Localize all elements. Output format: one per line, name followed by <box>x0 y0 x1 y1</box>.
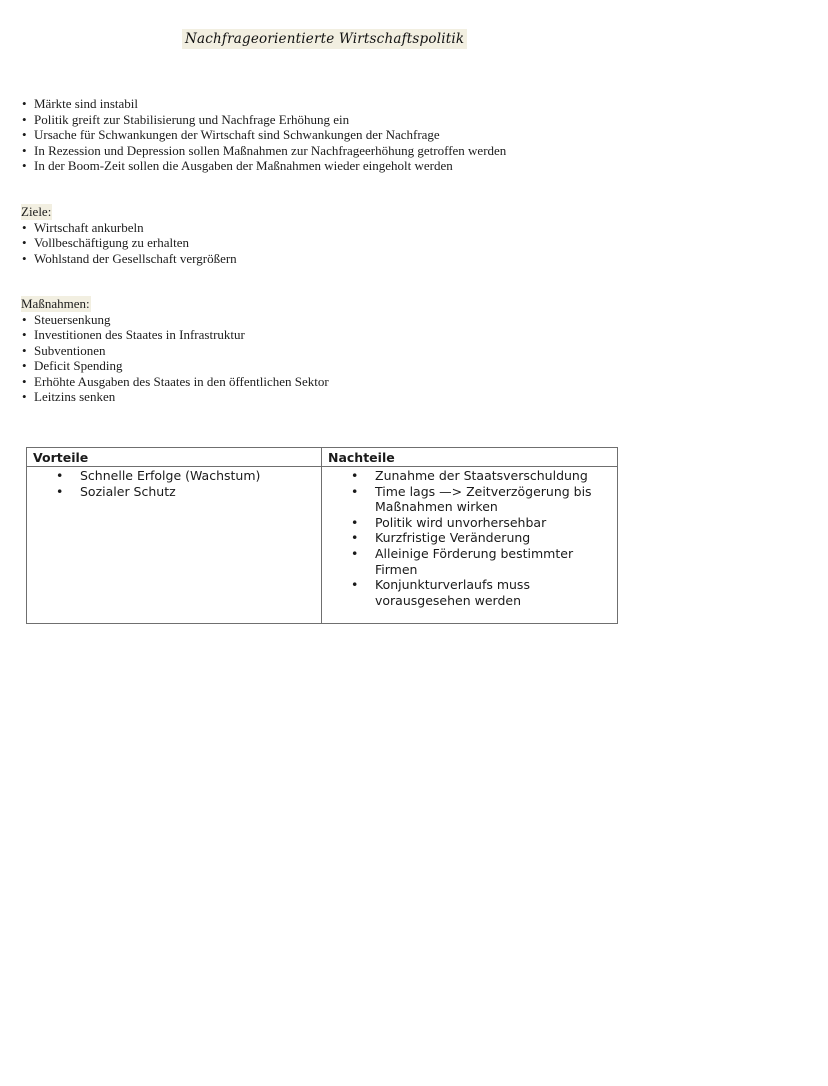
bullet-icon: • <box>22 327 27 342</box>
list-item: • Politik greift zur Stabilisierung und Nachfrage Erhöhung ein <box>22 111 350 127</box>
list-item: • Vollbeschäftigung zu erhalten <box>22 235 189 250</box>
vorteile-cell <box>27 467 322 624</box>
table-row <box>27 467 618 624</box>
bullet-icon: • <box>22 250 27 266</box>
bullet-icon: • <box>22 142 27 158</box>
bullet-icon: • <box>22 111 27 127</box>
bullet-icon: • <box>351 514 359 530</box>
list-item: • Time lags —> Zeitverzögerung bis Maßnahmen wirken <box>351 483 592 515</box>
bullet-icon: • <box>56 483 64 499</box>
list-item: • Steuersenkung <box>22 311 111 327</box>
list-item: • Kurzfristige Veränderung <box>351 530 531 546</box>
pros-cons-table <box>26 447 618 624</box>
vorteile-list <box>27 468 321 499</box>
bullet-icon: • <box>351 577 359 593</box>
bullet-icon: • <box>22 235 27 250</box>
page-title: Nachfrageorientierte Wirtschaftspolitik <box>182 29 467 49</box>
list-item: • Leitzins senken <box>22 389 116 404</box>
bullet-icon: • <box>22 358 27 373</box>
list-item: • Schnelle Erfolge (Wachstum) <box>56 468 261 483</box>
nachteile-cell <box>322 467 618 624</box>
list-item: • Alleinige Förderung bestimmter Firmen <box>351 545 574 577</box>
list-item: • Sozialer Schutz <box>56 483 176 499</box>
list-item: • Subventionen <box>22 342 106 358</box>
bullet-icon: • <box>22 311 27 327</box>
list-item: • In Rezession und Depression sollen Maßnahmen zur Nachfrageerhöhung getroffen werden <box>22 142 507 158</box>
bullet-icon: • <box>22 342 27 358</box>
bullet-icon: • <box>351 545 359 561</box>
nachteile-list <box>322 468 617 608</box>
intro-section <box>21 96 506 174</box>
massnahmen-heading: Maßnahmen: <box>21 296 90 311</box>
list-item: • In der Boom-Zeit sollen die Ausgaben der Maßnahmen wieder eingeholt werden <box>22 158 453 173</box>
massnahmen-section <box>21 296 329 405</box>
list-item: • Konjunkturverlaufs muss vorausgesehen werden <box>351 577 530 608</box>
list-item: • Investitionen des Staates in Infrastruktur <box>22 327 245 342</box>
list-item: • Ursache für Schwankungen der Wirtschaft sind Schwankungen der Nachfrage <box>22 127 440 142</box>
list-item: • Zunahme der Staatsverschuldung <box>351 468 588 483</box>
ziele-section <box>21 204 237 266</box>
bullet-icon: • <box>351 468 359 483</box>
bullet-icon: • <box>56 468 64 483</box>
bullet-icon: • <box>22 158 27 173</box>
list-item: • Deficit Spending <box>22 358 123 373</box>
bullet-icon: • <box>22 373 27 389</box>
list-item: • Politik wird unvorhersehbar <box>351 514 547 530</box>
ziele-list <box>21 220 237 267</box>
table-header-row <box>27 448 618 467</box>
intro-list <box>21 96 506 174</box>
list-item: • Wirtschaft ankurbeln <box>22 219 144 235</box>
bullet-icon: • <box>22 389 27 404</box>
nachteile-header: Nachteile <box>322 448 618 467</box>
bullet-icon: • <box>22 96 27 111</box>
bullet-icon: • <box>351 530 359 546</box>
ziele-heading: Ziele: <box>21 204 52 219</box>
bullet-icon: • <box>22 127 27 142</box>
vorteile-header: Vorteile <box>27 448 322 467</box>
list-item: • Wohlstand der Gesellschaft vergrößern <box>22 250 237 266</box>
massnahmen-list <box>21 312 329 405</box>
list-item: • Märkte sind instabil <box>22 96 138 111</box>
bullet-icon: • <box>351 483 359 499</box>
list-item: • Erhöhte Ausgaben des Staates in den öffentlichen Sektor <box>22 373 329 389</box>
bullet-icon: • <box>22 219 27 235</box>
